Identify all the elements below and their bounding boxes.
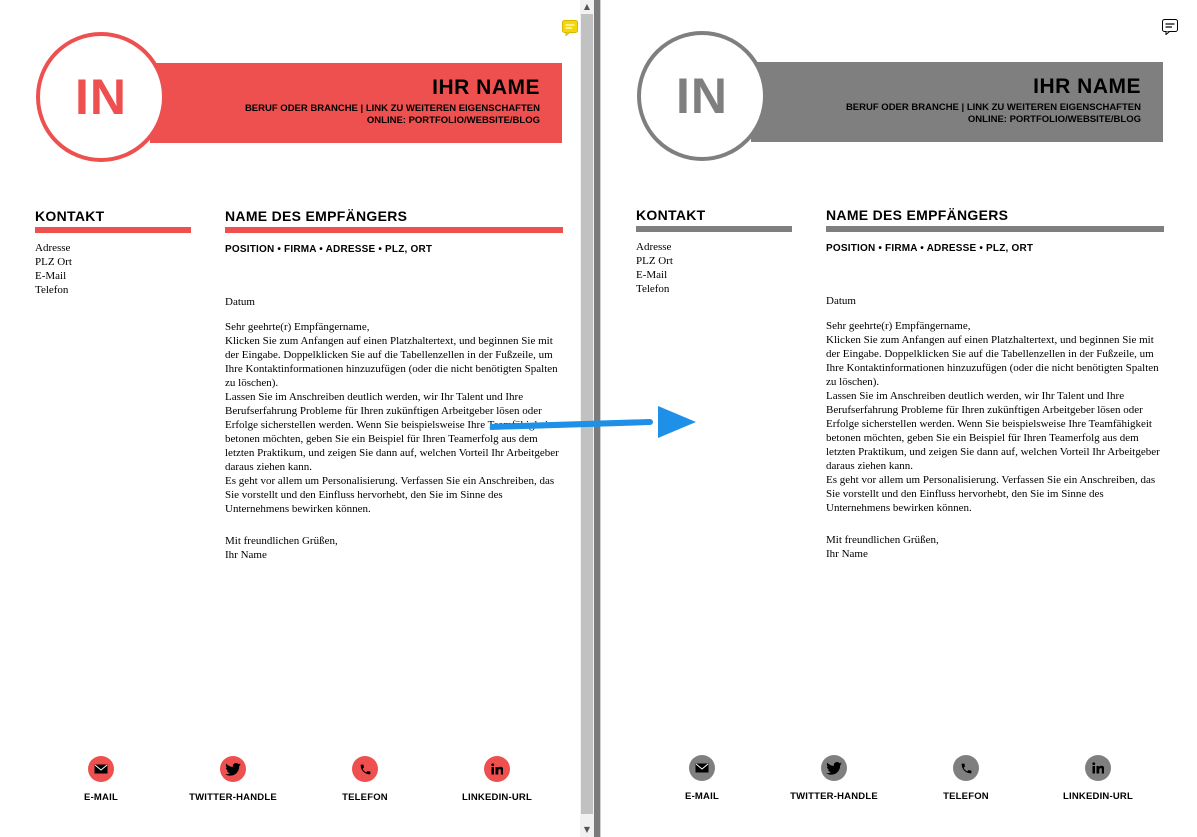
salutation[interactable]: Sehr geehrte(r) Empfängername, (225, 321, 370, 333)
contact-email[interactable]: E-Mail (35, 270, 67, 282)
date-field[interactable]: Datum (225, 296, 255, 308)
footer-twitter (769, 755, 899, 802)
letter-body[interactable] (826, 319, 1166, 515)
transform-arrow (490, 400, 700, 446)
envelope-icon (689, 755, 715, 781)
name-banner (150, 63, 562, 143)
twitter-icon (821, 755, 847, 781)
closing[interactable]: Mit freundlichen Grüßen, (225, 535, 338, 547)
comment-icon[interactable] (562, 20, 578, 36)
initials: IN (75, 69, 127, 125)
paragraph-3[interactable]: Es geht vor allem um Personalisierung. Verfassen Sie ein Anschreiben, das Sie vorstellt und den Einfluss hervorhebt, den Sie im Sinne des Unternehmens bewirken können. (225, 475, 555, 515)
contact-email[interactable]: E-Mail (636, 269, 668, 281)
person-name[interactable]: IHR NAME (1033, 75, 1141, 98)
closing-block (225, 534, 338, 562)
contact-phone[interactable]: Telefon (636, 283, 670, 295)
paragraph-1[interactable]: Klicken Sie zum Anfangen auf einen Platzhaltertext, und beginnen Sie mit der Eingabe. Doppelklicken Sie auf die Tabellenzellen in der Fußzeile, um Ihre Kontaktinformationen hinzuzufügen (oder die nicht benötigten Spalten zu löschen). (225, 335, 558, 389)
subtitle-line-1[interactable]: BERUF ODER BRANCHE | LINK ZU WEITEREN EIGENSCHAFTEN (244, 103, 540, 114)
contact-phone[interactable]: Telefon (35, 284, 69, 296)
scroll-up-arrow[interactable]: ▲ (583, 2, 591, 11)
footer-email-label[interactable]: E-MAIL (84, 792, 118, 803)
footer-twitter-label[interactable]: TWITTER-HANDLE (189, 792, 277, 803)
envelope-icon (88, 756, 114, 782)
footer-twitter-label[interactable]: TWITTER-HANDLE (790, 791, 878, 802)
footer-email (36, 756, 166, 803)
contact-rule (35, 227, 191, 233)
contact-zip-city[interactable]: PLZ Ort (636, 255, 673, 267)
position-line[interactable]: POSITION • FIRMA • ADRESSE • PLZ, ORT (225, 244, 433, 255)
scroll-down-arrow[interactable]: ▼ (583, 825, 591, 834)
twitter-icon (220, 756, 246, 782)
signature[interactable]: Ihr Name (826, 548, 868, 560)
comment-icon[interactable] (1162, 19, 1178, 35)
contact-address[interactable]: Adresse (35, 242, 71, 254)
footer-phone (901, 755, 1031, 802)
paragraph-3[interactable]: Es geht vor allem um Personalisierung. Verfassen Sie ein Anschreiben, das Sie vorstellt und den Einfluss hervorhebt, den Sie im Sinne des Unternehmens bewirken können. (826, 474, 1156, 514)
footer-phone (300, 756, 430, 803)
recipient-rule (225, 227, 563, 233)
contact-heading[interactable]: KONTAKT (636, 207, 706, 223)
paragraph-1[interactable]: Klicken Sie zum Anfangen auf einen Platzhaltertext, und beginnen Sie mit der Eingabe. Doppelklicken Sie auf die Tabellenzellen in der Fußzeile, um Ihre Kontaktinformationen hinzuzufügen (oder die nicht benötigten Spalten zu löschen). (826, 334, 1159, 388)
contact-heading[interactable]: KONTAKT (35, 208, 105, 224)
person-name[interactable]: IHR NAME (432, 76, 540, 99)
initials-circle (637, 31, 767, 161)
phone-icon (352, 756, 378, 782)
salutation[interactable]: Sehr geehrte(r) Empfängername, (826, 320, 971, 332)
footer-twitter (168, 756, 298, 803)
linkedin-icon (484, 756, 510, 782)
recipient-heading[interactable]: NAME DES EMPFÄNGERS (225, 208, 408, 224)
footer-phone-label[interactable]: TELEFON (342, 792, 388, 803)
closing[interactable]: Mit freundlichen Grüßen, (826, 534, 939, 546)
contact-block (636, 240, 673, 296)
paragraph-2[interactable]: Lassen Sie im Anschreiben deutlich werden, wir Ihr Talent und Ihre Berufserfahrung Probleme für Ihren zukünftigen Arbeitgeber lösen oder Erfolge sicherstellen werden. Wenn Sie beispielsweise Ihre Teamfähigkeit betonen möchten, geben Sie ein Beispiel für Ihren Teamerfolg aus dem letzten Praktikum, und zeigen Sie dann auf, welchen Vorteil Ihr Arbeitgeber daraus ziehen kann. (225, 391, 559, 473)
linkedin-icon (1085, 755, 1111, 781)
contact-address[interactable]: Adresse (636, 241, 672, 253)
subtitle-line-2[interactable]: ONLINE: PORTFOLIO/WEBSITE/BLOG (366, 115, 540, 126)
subtitle-line-2[interactable]: ONLINE: PORTFOLIO/WEBSITE/BLOG (967, 114, 1141, 125)
initials: IN (676, 68, 728, 124)
subtitle-line-1[interactable]: BERUF ODER BRANCHE | LINK ZU WEITEREN EIGENSCHAFTEN (845, 102, 1141, 113)
footer-email (637, 755, 767, 802)
date-field[interactable]: Datum (826, 295, 856, 307)
footer-phone-label[interactable]: TELEFON (943, 791, 989, 802)
initials-circle (36, 32, 166, 162)
paragraph-2[interactable]: Lassen Sie im Anschreiben deutlich werden, wir Ihr Talent und Ihre Berufserfahrung Probleme für Ihren zukünftigen Arbeitgeber lösen oder Erfolge sicherstellen werden. Wenn Sie beispielsweise Ihre Teamfähigkeit betonen möchten, geben Sie ein Beispiel für Ihren Teamerfolg aus dem letzten Praktikum, und zeigen Sie dann auf, welchen Vorteil Ihr Arbeitgeber daraus ziehen kann. (826, 390, 1160, 472)
closing-block (826, 533, 939, 561)
phone-icon (953, 755, 979, 781)
contact-rule (636, 226, 792, 232)
footer-linkedin-label[interactable]: LINKEDIN-URL (1063, 791, 1133, 802)
contact-zip-city[interactable]: PLZ Ort (35, 256, 72, 268)
footer-linkedin (432, 756, 562, 803)
footer-linkedin (1033, 755, 1163, 802)
signature[interactable]: Ihr Name (225, 549, 267, 561)
recipient-heading[interactable]: NAME DES EMPFÄNGERS (826, 207, 1009, 223)
position-line[interactable]: POSITION • FIRMA • ADRESSE • PLZ, ORT (826, 243, 1034, 254)
name-banner (751, 62, 1163, 142)
footer-email-label[interactable]: E-MAIL (685, 791, 719, 802)
contact-block (35, 241, 72, 297)
footer-linkedin-label[interactable]: LINKEDIN-URL (462, 792, 532, 803)
recipient-rule (826, 226, 1164, 232)
